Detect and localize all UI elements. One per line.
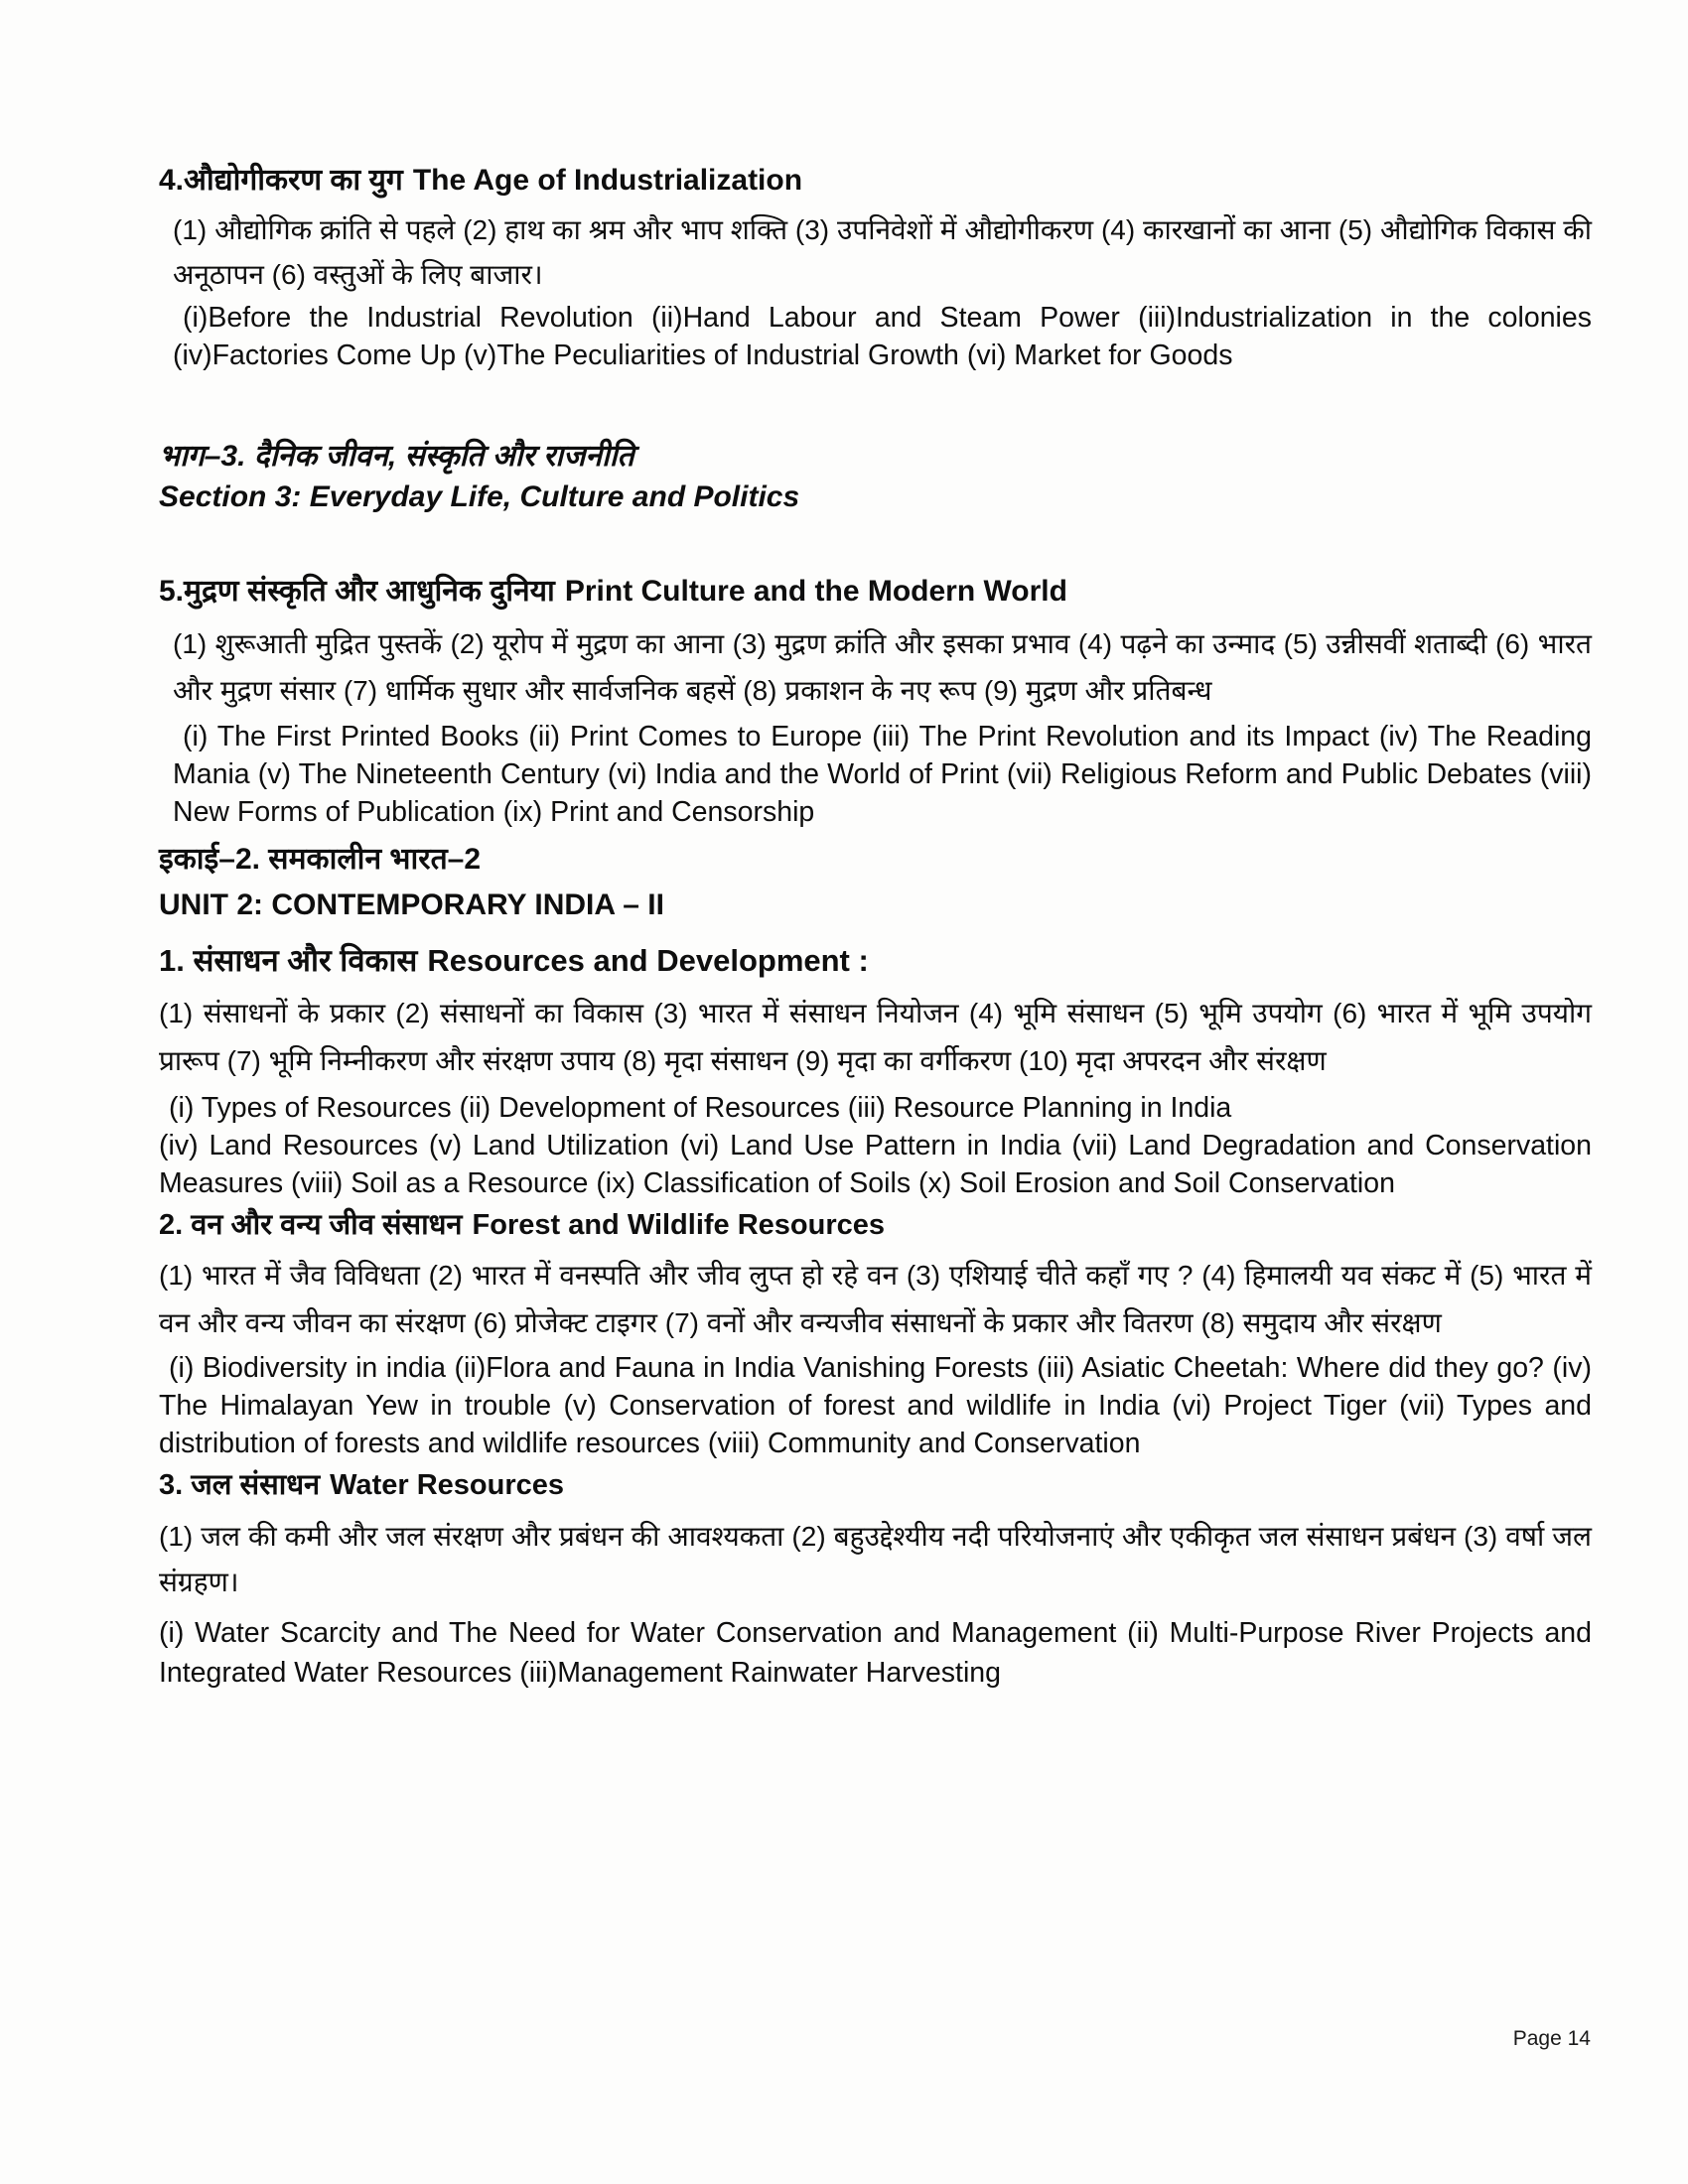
topic5-points-english: (i) The First Printed Books (ii) Print Comes to Europe (iii) The Print Revolution and its Impact (iv) The Reading Mania (v) The Nineteenth Century (vi) India and the World of Print (vii) Religious Reform and Public Debates (viii) New Forms of Publication (ix) Print and Censorship [173,721,1592,828]
unit2-title-hindi: इकाई–2. समकालीन भारत–2 [159,843,482,876]
topic1-heading [159,942,1592,980]
page-number: Page 14 [1512,2027,1591,2050]
section3-title-english: Section 3: Everyday Life, Culture and Politics [159,480,800,513]
topic4-points-english: (i)Before the Industrial Revolution (ii)Hand Labour and Steam Power (iii)Industrialization in the colonies (iv)Factories Come Up (v)The Peculiarities of Industrial Growth (vi) Market for Goods [173,302,1592,371]
topic2-heading [159,1206,1592,1244]
topic3-points-hindi: (1) जल की कमी और जल संरक्षण और प्रबंधन की आवश्यकता (2) बहुउद्देश्यीय नदी परियोजनाएं और एकीकृत जल संसाधन प्रबंधन (3) वर्षा जल संग्रहण। [159,1521,1592,1597]
topic5-heading-hindi: 5.मुद्रण संस्कृति और आधुनिक दुनिया [159,575,555,608]
section3-title-hindi: भाग–3. दैनिक जीवन, संस्कृति और राजनीति [159,440,634,473]
topic2-heading-hindi: 2. वन और वन्य जीव संसाधन [159,1209,463,1241]
topic1-points-english-line1: (i) Types of Resources (ii) Development of Resources (iii) Resource Planning in India [169,1092,1232,1124]
topic2-points-hindi: (1) भारत में जैव विविधता (2) भारत में वनस्पति और जीव लुप्त हो रहे वन (3) एशियाई चीते कहाँ गए ? (4) हिमालयी यव संकट में (5) भारत में वन और वन्य जीवन का संरक्षण (6) प्रोजेक्ट टाइगर (7) वनों और वन्यजीव संसाधनों के प्रकार और वितरण (8) समुदाय और संरक्षण [159,1260,1592,1338]
topic2-points-english: (i) Biodiversity in india (ii)Flora and Fauna in India Vanishing Forests (iii) Asiatic Cheetah: Where did they go? (iv) The Himalayan Yew in trouble (v) Conservation of forest and wildlife in India (vi) Project Tiger (vii) Types and distribution of forests and wildlife resources (viii) Community and Conservation [159,1352,1592,1459]
topic4-heading-hindi: 4.औद्योगीकरण का युग [159,164,403,197]
topic4-heading [159,162,1592,200]
topic2-heading-english: Forest and Wildlife Resources [472,1209,886,1241]
unit2-title-english: UNIT 2: CONTEMPORARY INDIA – II [159,888,664,921]
topic4-points-hindi: (1) औद्योगिक क्रांति से पहले (2) हाथ का श्रम और भाप शक्ति (3) उपनिवेशों में औद्योगीकरण (4) कारखानों का आना (5) औद्योगिक विकास की अनूठापन (6) वस्तुओं के लिए बाजार। [173,214,1592,290]
topic5-heading [159,573,1592,611]
topic5-heading-english: Print Culture and the Modern World [564,575,1067,608]
unit2-title [159,837,1592,928]
topic3-heading-english: Water Resources [330,1469,564,1501]
section3-title [159,436,1592,517]
topic1-heading-english: Resources and Development : [427,943,869,978]
topic1-points-hindi: (1) संसाधनों के प्रकार (2) संसाधनों का विकास (3) भारत में संसाधन नियोजन (4) भूमि संसाधन (5) भूमि उपयोग (6) भारत में भूमि उपयोग प्रारूप (7) भूमि निम्नीकरण और संरक्षण उपाय (8) मृदा संसाधन (9) मृदा का वर्गीकरण (10) मृदा अपरदन और संरक्षण [159,998,1592,1076]
topic3-heading [159,1466,1592,1504]
topic4-heading-english: The Age of Industrialization [412,164,803,197]
topic3-heading-hindi: 3. जल संसाधन [159,1469,321,1501]
topic1-heading-hindi: 1. संसाधन और विकास [159,943,418,978]
topic3-points-english: (i) Water Scarcity and The Need for Water Conservation and Management (ii) Multi-Purpose River Projects and Integrated Water Resources (iii)Management Rainwater Harvesting [159,1617,1592,1689]
topic1-points-english-rest: (iv) Land Resources (v) Land Utilization (vi) Land Use Pattern in India (vii) Land Degradation and Conservation Measures (viii) Soil as a Resource (ix) Classification of Soils (x) Soil Erosion and Soil Conservation [159,1130,1592,1199]
page-content [159,162,1592,1693]
topic5-points-hindi: (1) शुरूआती मुद्रित पुस्तकें (2) यूरोप में मुद्रण का आना (3) मुद्रण क्रांति और इसका प्रभाव (4) पढ़ने का उन्माद (5) उन्नीसवीं शताब्दी (6) भारत और मुद्रण संसार (7) धार्मिक सुधार और सार्वजनिक बहसें (8) प्रकाशन के नए रूप (9) मुद्रण और प्रतिबन्ध [173,628,1592,706]
